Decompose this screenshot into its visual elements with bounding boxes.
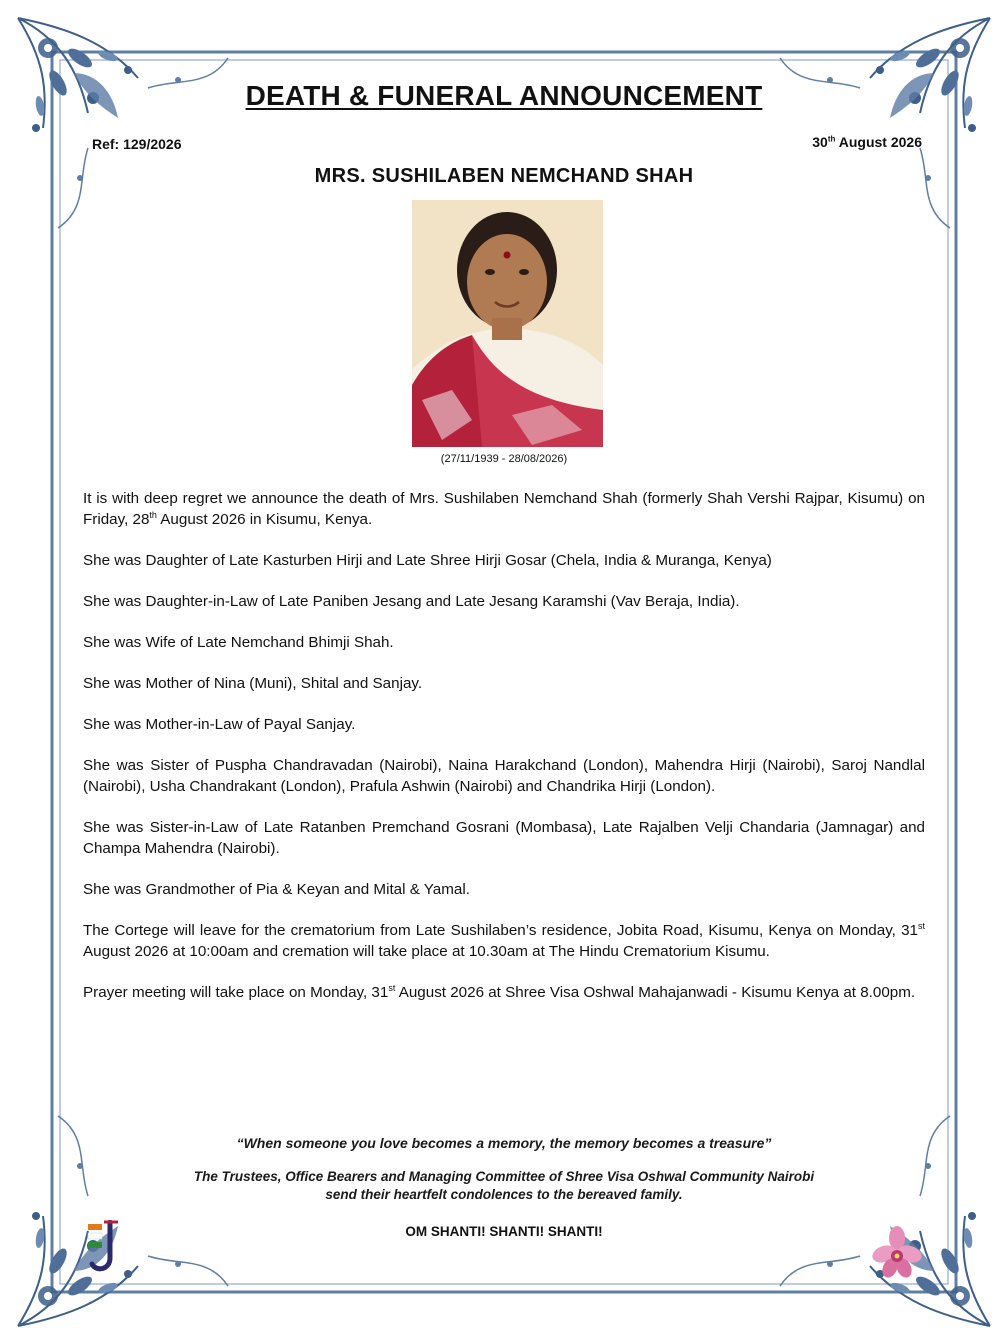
sister-in-law-paragraph: She was Sister-in-Law of Late Ratanben Premchand Gosrani (Mombasa), Late Rajalben Velji Chandaria (Jamnagar) and Champa Mahendra (Nairobi).: [83, 819, 925, 857]
condolence-line-2: send their heartfelt condolences to the bereaved family.: [325, 1187, 683, 1202]
lifespan-dates: (27/11/1939 - 28/08/2026): [440, 453, 568, 465]
mother-in-law-paragraph: She was Mother-in-Law of Payal Sanjay.: [83, 716, 356, 733]
reference-number: Ref: 129/2026: [92, 136, 182, 152]
orchid-flower-icon: [872, 1226, 922, 1278]
daughter-in-law-paragraph: She was Daughter-in-Law of Late Paniben Jesang and Late Jesang Karamshi (Vav Beraja, India).: [83, 593, 740, 610]
cortege-paragraph: The Cortege will leave for the crematorium from Late Sushilaben’s residence, Jobita Road, Kisumu, Kenya on Monday, 31st August 2026 at 10:00am and cremation will take place at 10.30am at The Hindu Crematorium Kisumu.: [83, 920, 925, 960]
deceased-portrait: [412, 200, 603, 447]
community-logo-icon: [86, 1220, 126, 1276]
condolence-line-1: The Trustees, Office Bearers and Managing Committee of Shree Visa Oshwal Community Nairobi: [193, 1169, 815, 1184]
announcement-date: [812, 134, 922, 150]
sister-of-paragraph: She was Sister of Puspha Chandravadan (Nairobi), Naina Harakchand (London), Mahendra Hirji (Nairobi), Saroj Nandlal (Nairobi), Usha Chandrakant (London), Prafula Ashwin (Nairobi) and Chandrika Hirji (London).: [83, 757, 925, 795]
grandmother-of-paragraph: She was Grandmother of Pia & Keyan and Mital & Yamal.: [83, 881, 470, 898]
om-shanti: OM SHANTI! SHANTI! SHANTI!: [405, 1224, 603, 1239]
condolence-message: [0, 1168, 1008, 1204]
announcement-body: [83, 488, 925, 1023]
date-rest: August 2026: [835, 134, 922, 150]
date-suffix: th: [827, 134, 836, 144]
announcement-title: DEATH & FUNERAL ANNOUNCEMENT: [245, 80, 763, 111]
death-notice-paragraph: It is with deep regret we announce the death of Mrs. Sushilaben Nemchand Shah (formerly Shah Vershi Rajpar, Kisumu) on Friday, 28th August 2026 in Kisumu, Kenya.: [83, 490, 925, 528]
wife-of-paragraph: She was Wife of Late Nemchand Bhimji Shah.: [83, 634, 394, 651]
date-day: 30: [812, 134, 828, 150]
mother-of-paragraph: She was Mother of Nina (Muni), Shital and Sanjay.: [83, 675, 423, 692]
prayer-meeting-paragraph: Prayer meeting will take place on Monday, 31st August 2026 at Shree Visa Oshwal Mahajanwadi - Kisumu Kenya at 8.00pm.: [83, 982, 916, 1001]
deceased-name: MRS. SUSHILABEN NEMCHAND SHAH: [314, 165, 694, 187]
daughter-of-paragraph: She was Daughter of Late Kasturben Hirji and Late Shree Hirji Gosar (Chela, India & Muranga, Kenya): [83, 552, 772, 569]
memorial-quote: “When someone you love becomes a memory, the memory becomes a treasure”: [236, 1135, 772, 1151]
